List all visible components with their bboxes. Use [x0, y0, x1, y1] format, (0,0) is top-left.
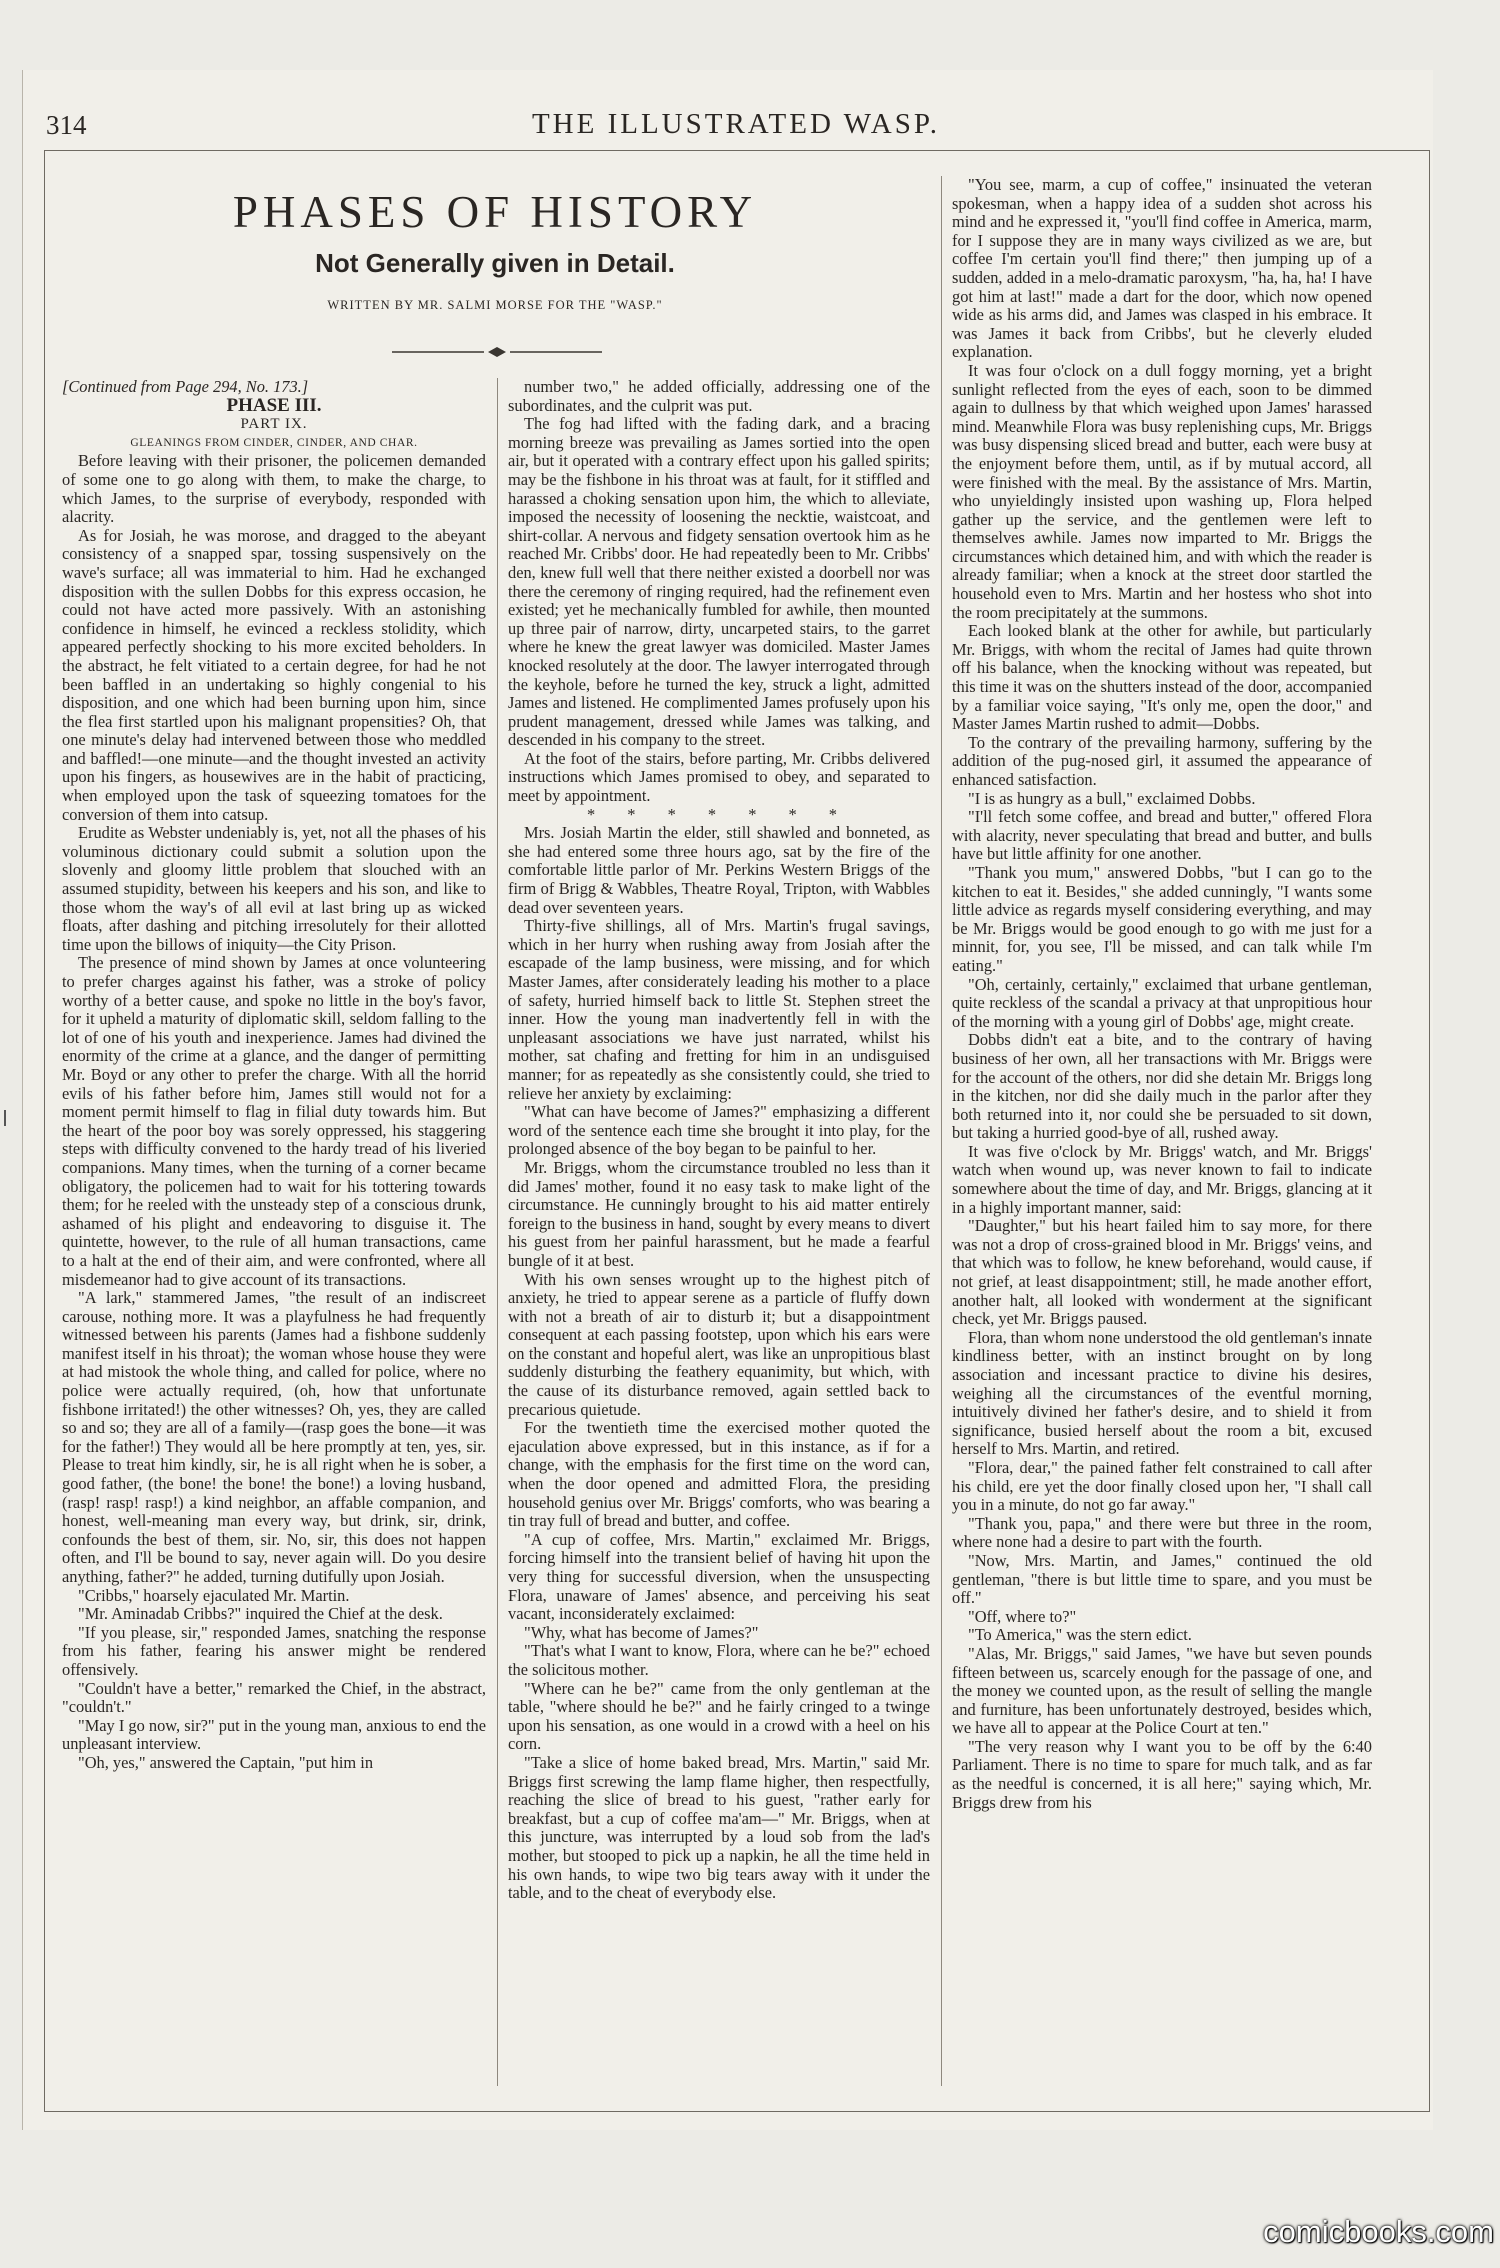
paragraph: "May I go now, sir?" put in the young man, anxious to end the unpleasant interview.	[62, 1715, 486, 1754]
paragraph: "What can have become of James?" emphasizing a different word of the sentence each time she brought it into play, for the prolonged absence of the boy began to be painful to her.	[508, 1102, 930, 1159]
masthead: THE ILLUSTRATED WASP.	[531, 108, 941, 140]
paragraph: It was five o'clock by Mr. Briggs' watch, and Mr. Briggs' watch when wound up, was never known to fail to indicate somewhere about the time of day, and Mr. Briggs, glancing at it in a highly important manner, said:	[952, 1141, 1372, 1217]
article-heading	[62, 180, 928, 375]
paragraph: Dobbs didn't eat a bite, and to the contrary of having business of her own, all her transactions with Mr. Briggs were for the account of the others, nor did she detain Mr. Briggs long in the kitchen, nor did she daily much in the parlor after they both returned into it, nor could she be persuaded to sit down, but taking a hurried good-bye of all, rushed away.	[952, 1030, 1372, 1143]
paragraph: The presence of mind shown by James at once volunteering to prefer charges against his father, was a stroke of policy worthy of a better cause, and spoke no little in the boy's favor, for it upheld a maturity of diplomatic skill, seldom falling to the lot of one of his youth and inexperience. James had divined the enormity of the crime at a glance, and the danger of permitting Mr. Boyd or any other to prefer the charge. With all the horrid evils of his father before him, James still would not for a moment permit himself to flag in filial duty towards him. But the heart of the poor boy was sorely oppressed, his staggering steps with difficulty convened to the hardy tread of his liveried companions. Many times, when the turning of a corner became obligatory, the policemen had to wait for his tottering towards them; for he reeled with the unsteady step of a conscious drunk, ashamed of his plight and endeavoring to disguise it. The quintette, however, to the rule of all human transactions, came to a halt at the end of their aim, and were confronted, where all misdemeanor had to give account of its transactions.	[62, 953, 486, 1289]
column-1-body	[62, 452, 486, 1772]
ornamental-rule	[392, 346, 602, 358]
paragraph: "Alas, Mr. Briggs," said James, "we have but seven pounds fifteen between us, scarcely enough for the passage of one, and the money we counted upon, as the result of selling the mangle and furniture, has been unfortunately destroyed, besides which, we have all to appear at the Police Court at ten."	[952, 1643, 1372, 1738]
paragraph: For the twentieth time the exercised mother quoted the ejaculation above expressed, but in this instance, as if for a change, with the emphasis for the first time on the word can, when the door opened and admitted Flora, the presiding household genius over Mr. Briggs' comforts, who was bearing a tin tray full of bread and butter, and coffee.	[508, 1418, 930, 1531]
column-rule	[941, 176, 942, 2086]
paragraph: "Couldn't have a better," remarked the Chief, in the abstract, "couldn't."	[62, 1678, 486, 1717]
section-break: * * * * * * *	[587, 804, 851, 824]
paragraph: "Off, where to?"	[968, 1606, 1077, 1626]
paragraph: "Cribbs," hoarsely ejaculated Mr. Martin.	[78, 1585, 350, 1605]
paragraph: At the foot of the stairs, before parting, Mr. Cribbs delivered instructions which James promised to obey, and separated to meet by appointment.	[508, 748, 930, 806]
page-number: 314	[46, 110, 87, 140]
part-heading: PART IX.	[240, 416, 308, 433]
continuation-note: [Continued from Page 294, No. 173.]	[62, 378, 309, 396]
article-subtitle: Not Generally given in Detail.	[315, 248, 675, 278]
paragraph: With his own senses wrought up to the highest pitch of anxiety, he tried to appear serene as a particle of fluffy down with not a breath of air to disturb it; but a disappointment consequent at each passing footstep, upon which his ears were on the constant and hopeful alert, was like an unpropitious blast suddenly disturbing the feathery equanimity, but which, with the cause of its disturbance removed, again settled back to precarious quietude.	[508, 1269, 930, 1419]
paragraph: "I is as hungry as a bull," exclaimed Dobbs.	[968, 788, 1256, 808]
column-3	[952, 176, 1372, 2086]
paragraph: "Take a slice of home baked bread, Mrs. Martin," said Mr. Briggs first screwing the lamp flame higher, then respectfully, reaching the slice of bread to his guest, "rather early for breakfast, but a cup of coffee ma'am—" Mr. Briggs, when at this juncture, was interrupted by a loud sob from the lad's mother, but stooped to pick up a napkin, he all the time held in his own hands, to wipe two big tears away with it under the table, and to the cheat of everybody else.	[508, 1752, 930, 1903]
article-title: PHASES OF HISTORY	[232, 187, 758, 237]
paragraph: Erudite as Webster undeniably is, yet, not all the phases of his voluminous dictionary could submit a solution upon the slovenly and gloomy little problem that slouched with an assumed stupidity, between his keepers and his son, and like to those whom the way's of all evil at last bring up as wicked floats, after dashing and pitching irresolutely for their allotted time upon the billows of iniquity—the City Prison.	[62, 823, 486, 954]
paragraph: Before leaving with their prisoner, the policemen demanded of some one to go along with them, to make the charge, to which James, to the surprise of everybody, responded with alacrity.	[62, 451, 486, 527]
paragraph: "If you please, sir," responded James, snatching the response from his father, fearing his answer might be rendered offensively.	[62, 1622, 486, 1679]
paragraph: number two," he added officially, addressing one of the subordinates, and the culprit was put.	[508, 378, 930, 415]
paragraph: "Thank you mum," answered Dobbs, "but I can go to the kitchen to eat it. Besides," she added cunningly, "I wants some little advice as regards myself considering everything, and may be Mr. Briggs would be good enough to go with me just for a minnit, for, you see, I'll be missed, and can talk while I'm eating."	[952, 862, 1372, 975]
paragraph: "Why, what has become of James?"	[524, 1622, 759, 1642]
paragraph: Thirty-five shillings, all of Mrs. Martin's frugal savings, which in her hurry when rushing away from Josiah after the escapade of the lamp business, were missing, and for which Master James, after considerately leading his mother to a place of safety, hurried himself back to little St. Stephen street the inner. How the young man inadvertently fell in with the unpleasant associations we have just narrated, whilst his mother, sat chafing and fretting for him in an undisguised manner; for as repeatedly as she consistently could, she tried to relieve her anxiety by exclaiming:	[508, 916, 930, 1103]
margin-mark	[4, 1110, 6, 1126]
paragraph: "A cup of coffee, Mrs. Martin," exclaimed Mr. Briggs, forcing himself into the transient belief of having hit upon the very thing for successful diversion, when the unsuspecting Flora, unaware of James' absence, and perceiving his seat vacant, inconsiderately exclaimed:	[508, 1529, 930, 1624]
paragraph: "Flora, dear," the pained father felt constrained to call after his child, ere yet the door finally closed upon her, "I shall call you in a minute, do not go far away."	[952, 1457, 1372, 1515]
column-1	[62, 378, 486, 2268]
paragraph: It was four o'clock on a dull foggy morning, yet a bright sunlight reflected from the eyes of each, soon to be dimmed again to dullness by that which weighed upon James' harassed mind. Meanwhile Flora was busy replenishing cups, Mr. Briggs was busy dispensing sliced bread and butter, each were busy at the enjoyment before them, until, as if by mutual accord, all were finished with the meal. By the assistance of Mrs. Martin, who unyieldingly insisted upon washing up, Flora helped gather up the service, and the gentlemen were left to themselves awhile. James now imparted to Mr. Briggs the circumstances which detained him, and with which the reader is already familiar; when a knock at the street door startled the household even to Mrs. Martin and her hostess who shot into the room precipitately at the summons.	[952, 360, 1372, 622]
paragraph: "The very reason why I want you to be off by the 6:40 Parliament. There is no time to spare for much talk, and as far as the needful is concerned, it is all here;" saying which, Mr. Briggs drew from his	[952, 1736, 1372, 1812]
paragraph: To the contrary of the prevailing harmony, suffering by the addition of the pug-nosed girl, it assumed the appearance of enhanced satisfaction.	[952, 732, 1372, 789]
section-heading: GLEANINGS FROM CINDER, CINDER, AND CHAR.	[130, 436, 418, 449]
paragraph: "A lark," stammered James, "the result of an indiscreet carouse, nothing more. It was a playfulness he had frequently witnessed between his parents (James had a fishbone suddenly manifest itself in his throat); the woman whose house they were at had mistook the whole thing, and called for police, where no police were actually required, (oh, how that unfortunate fishbone irritated!) the other witnesses? Oh, yes, they are called so and so; they are all of a family—(rasp goes the bone—it was for the father!) They would all be here promptly at ten, yes, sir. Please to treat him kindly, sir, he is all right when he is sober, a good father, (the bone! the bone! the bone!) a loving husband, (rasp! rasp! rasp!) a kind neighbor, an affable companion, and honest, well-meaning man every way, but drink, sir, drink, confounds the best of them, sir. No, sir, this does not happen often, and I'll be bound to say, never again will. Do you desire anything, father?" he added, turning dutifully upon Josiah.	[62, 1288, 486, 1586]
column-rule	[497, 378, 498, 2086]
paragraph: "Oh, certainly, certainly," exclaimed that urbane gentleman, quite reckless of the scandal a privacy at that unpropitious hour of the morning with a young girl of Dobbs' age, might create.	[952, 974, 1372, 1031]
watermark-logo: comicbooks.com	[1263, 2214, 1494, 2249]
paragraph: "Thank you, papa," and there were but three in the room, where none had a desire to part with the fourth.	[952, 1513, 1372, 1552]
byline: WRITTEN BY MR. SALMI MORSE FOR THE "WASP."	[327, 298, 663, 312]
paragraph: "Where can he be?" came from the only gentleman at the table, "where should he be?" and he fairly cringed to a twinge upon his sensation, as one would in a crowd with a heel on his corn.	[508, 1678, 930, 1754]
paragraph: "That's what I want to know, Flora, where can he be?" echoed the solicitous mother.	[508, 1641, 930, 1679]
paragraph: "To America," was the stern edict.	[968, 1625, 1192, 1645]
paragraph: Flora, than whom none understood the old gentleman's innate kindliness better, with an instinct brought on by long association and incessant practice to divine his desires, weighing all the circumstances of the eventful morning, intuitively divined her father's desire, and to shield it from significance, busied herself about the room a bit, excused herself to Mrs. Martin, and retired.	[952, 1327, 1372, 1459]
paragraph: Mr. Briggs, whom the circumstance troubled no less than it did James' mother, found it no easy task to make light of the circumstance. He cunningly brought to his aid matter entirely foreign to the business in hand, sought by every means to divert his guest from her painful harassment, but he made a fearful bungle of it at best.	[508, 1157, 930, 1270]
paragraph: "Daughter," but his heart failed him to say more, for there was not a drop of cross-grained blood in Mr. Briggs' veins, and that which was to follow, he knew beforehand, would cause, if not grief, at least disappointment; still, he made another effort, another halt, all looked with wonderment at the significant check, yet Mr. Briggs paused.	[952, 1216, 1372, 1329]
paragraph: "Mr. Aminadab Cribbs?" inquired the Chief at the desk.	[78, 1604, 443, 1624]
paragraph: "Oh, yes," answered the Captain, "put him in	[78, 1752, 374, 1772]
column-2	[508, 378, 930, 2086]
paragraph: "I'll fetch some coffee, and bread and butter," offered Flora with alacrity, never speculating that bread and butter, and bulls have but little affinity for one another.	[952, 807, 1372, 864]
paragraph: "Now, Mrs. Martin, and James," continued the old gentleman, "there is but little time to spare, and you must be off."	[952, 1550, 1372, 1608]
paragraph: The fog had lifted with the fading dark, and a bracing morning breeze was prevailing as James sortied into the open air, but it operated with a contrary effect upon his galled spirits; may be the fishbone in his throat was at fault, for it stiffled and harassed a choking sensation upon him, the which to alleviate, imposed the necessity of loosening the necktie, waistcoat, and shirt-collar. A nervous and fidgety sensation overtook him as he reached Mr. Cribbs' door. He had repeatedly been to Mr. Cribbs' den, knew full well that there neither existed a doorbell nor was there the ceremony of ringing required, had the refinement even existed; yet he mechanically fumbled for awhile, then mounted up three pair of narrow, dirty, uncarpeted stairs, to the garret where he knew the great lawyer was domiciled. Master James knocked resolutely at the door. The lawyer interrogated through the keyhole, before he turned the key, struck a light, admitted James and listened. He complimented James profusely upon his prudent management, dressed while James was talking, and descended in his company to the street.	[508, 414, 930, 750]
running-head	[44, 108, 1428, 144]
paragraph: "You see, marm, a cup of coffee," insinuated the veteran spokesman, when a happy idea of a sudden shot across his mind and he expressed it, "you'll find coffee in America, marm, for I suppose they are in many ways civilized as we are, but coffee I'm certain you'll find there;" then jumping up of a sudden, added in a melo-dramatic paroxysm, "ha, ha, ha! I have got him at last!" made a dart for the door, which now opened wide as his arms did, and James was clasped in his embrace. It was James it back from Cribbs', but he cleverly eluded explanation.	[952, 176, 1372, 362]
paragraph: As for Josiah, he was morose, and dragged to the abeyant consistency of a snapped spar, tossing suspensively on the wave's surface; all was immaterial to him. Had he exchanged disposition with the sullen Dobbs for this express occasion, he could not have acted more passively. With an astonishing confidence in himself, he evinced a reckless stolidity, which appeared perfectly shocking to his more excited beholders. In the abstract, he felt vitiated to a certain degree, for had he not been baffled in an undertaking so highly congenial to his disposition, and one which had been burning upon him, since the flea first startled upon his malignant propensities? Oh, that one minute's delay had intervened between those who meddled and baffled!—one minute—and the thought invested an activity upon his fingers, as housewives are in the habit of practicing, when employed upon the task of squeezing tomatoes for the conversion of them into catsup.	[62, 525, 486, 824]
phase-heading: PHASE III.	[226, 394, 322, 416]
paragraph: Each looked blank at the other for awhile, but particularly Mr. Briggs, with whom the recital of James had quite thrown off his balance, when the knocking without was repeated, but this time it was on the shutters instead of the door, accompanied by a familiar voice saying, "It's only me, open the door," and Master James Martin rushed to admit—Dobbs.	[952, 621, 1372, 734]
paragraph: Mrs. Josiah Martin the elder, still shawled and bonneted, as she had entered some three hours ago, sat by the fire of the comfortable little parlor of Mr. Perkins Western Briggs of the firm of Brigg & Wabbles, Theatre Royal, Tripton, with Wabbles dead over seventeen years.	[508, 823, 930, 917]
